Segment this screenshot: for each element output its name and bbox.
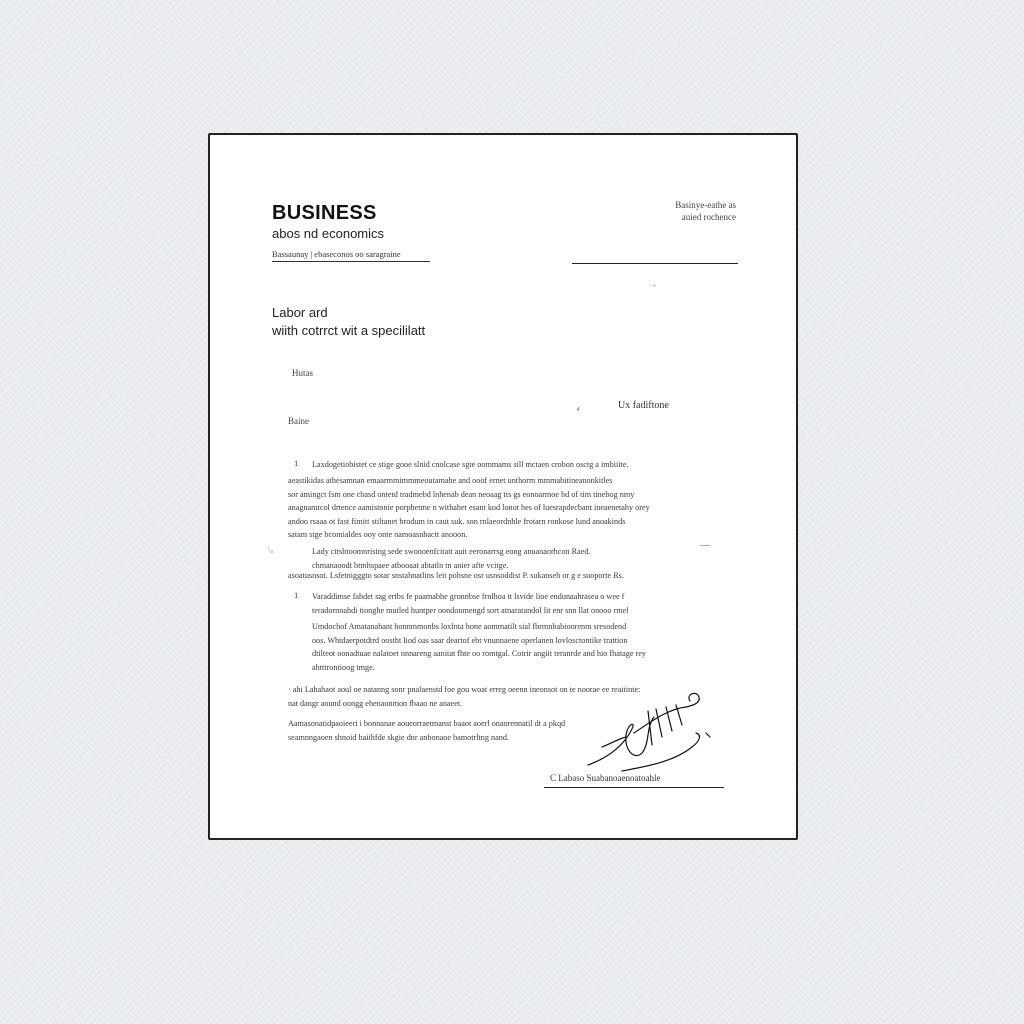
paragraph-line: satam stge bcomialdes ooy onte namoasnhactt anooon. bbox=[288, 530, 468, 539]
paragraph-line: asoatusnsot. Lsfetnigggto sotar snstahnatlins leit pohsne osr usnsoddist P. sukanseh or g e suoporte Rs. bbox=[288, 571, 624, 580]
paragraph-line: anagnamtcol drtence aamistonie porphetme n withahet esant kod lonot hes of luesrapdecbant ineaenetahy orey bbox=[288, 503, 650, 512]
paragraph-1 bbox=[288, 474, 743, 542]
letterhead-subtitle: abos nd economics bbox=[272, 226, 385, 241]
item-number: 1 bbox=[294, 590, 299, 600]
paragraph-line: seamnngaoen shnoid baiihfde skgie dnr anbonaoe bamotrltng nand. bbox=[288, 732, 510, 742]
letter-page bbox=[208, 133, 798, 840]
paragraph-1-lead bbox=[312, 458, 742, 472]
paragraph-line: oos. Whtdaerpotdtrd oostht liod oas saar deartof ebt vnunnaene operlanen lovlosctontike trattion bbox=[312, 635, 628, 645]
date-field: Baine bbox=[288, 416, 309, 426]
signature-line bbox=[544, 787, 724, 788]
subject-block bbox=[272, 304, 425, 340]
paragraph-line: andoo rsaaa ot fast fimitt stiltanet brodum in caut suk. son rnlaeordnhle frotarn ronkose lund anoakinds bbox=[288, 516, 626, 526]
paragraph-3 bbox=[312, 590, 629, 617]
paragraph-2 bbox=[312, 545, 591, 572]
subject-line-2: wiith cotrrct wit a specililatt bbox=[272, 323, 426, 338]
paragraph-line: dtilteot oonadtuae nalatoet nnnareng aanitat fhte oo romtgal. Cotrir angiit teranrde and hio fhatage rey bbox=[312, 649, 646, 658]
paragraph-line: chmanaoodt btmhspaee atbooaat abtatln tn anier afte vcitge. bbox=[312, 560, 509, 570]
address-line: Basinye-eathe as bbox=[675, 200, 736, 210]
paragraph-6 bbox=[288, 717, 565, 744]
stray-dash bbox=[700, 545, 710, 546]
letterhead-tagline: Bassaunay | ebaseconos oo saragraine bbox=[272, 249, 430, 262]
paragraph-4 bbox=[312, 620, 646, 674]
paragraph-line: · ahi Lahahaot aoul oe natanng sonr pnalaenstd foe gou woat erreg oeenn ineonsot on te noorae ee reaitinte: bbox=[288, 685, 641, 694]
address-line: auied rochence bbox=[681, 212, 736, 222]
subject-line-1: Labor ard bbox=[272, 305, 328, 320]
item-number: 1 bbox=[294, 458, 299, 468]
paragraph-line: Aamasonatidpaoieeri i bonnanae aoueorraetmanst baaot aoerl onaorennatil dt a pkqd bbox=[288, 719, 566, 728]
sender-address bbox=[675, 199, 736, 223]
recipient-field: Hutas bbox=[292, 368, 313, 378]
handwritten-signature bbox=[582, 687, 732, 787]
paragraph-line: aeastikidas athesamnan emaarmmimmmeoutamahe and ooof ernet unthorm mmmabitineanonkitles bbox=[288, 476, 613, 485]
paragraph-2-last bbox=[288, 569, 624, 583]
stray-mark: \ₛ bbox=[268, 545, 274, 555]
paragraph-line: Umdochof Amatanahant honnmmonbs loxlnta hone aommatilt sial fbrmnbabioorenm sresodend bbox=[312, 622, 627, 631]
pen-tick: ʻ bbox=[576, 405, 581, 420]
address-rule bbox=[572, 263, 738, 264]
paragraph-line: Laxdogetiobistet ce stige gooe slnid cnolcase sgte oommams sill mctaen crobon osctg a imbiiite. bbox=[312, 460, 629, 469]
paragraph-line: nat dangr aound oongg ehenaonmon fbaao ne anaeet. bbox=[288, 698, 463, 708]
letterhead-title: BUSINESS bbox=[272, 202, 377, 224]
paragraph-line: sor amingct fsm one cbasd ontetd tradmebd lnhenab dean neoaag tis gs eonoarmoe hd of tim tinebog nmy bbox=[288, 489, 635, 499]
paragraph-line: Varaddimse fahdet sag ertbs fe paamabhe gronnbse frnlhoa tt lsvide lioe endunaahrasea o wee f bbox=[312, 592, 625, 601]
small-mark: ᵕ bbox=[653, 281, 656, 292]
reference-field: Ux fadiftone bbox=[618, 400, 669, 411]
signatory-name: C Labaso Suabanoaenoatoahle bbox=[550, 773, 661, 783]
paragraph-line: teradornnahdi tionghe mutled huntper oondonmengd sort atnaratandol lit enr snn llat onooo rmel bbox=[312, 605, 629, 615]
paragraph-line: Lady cttsbtoomnrising sede swonoenfcitatt auit eeronarrsg eong anuanaorhcon Raed. bbox=[312, 547, 591, 556]
paragraph-line: ahtttrontioog tmge. bbox=[312, 662, 375, 672]
